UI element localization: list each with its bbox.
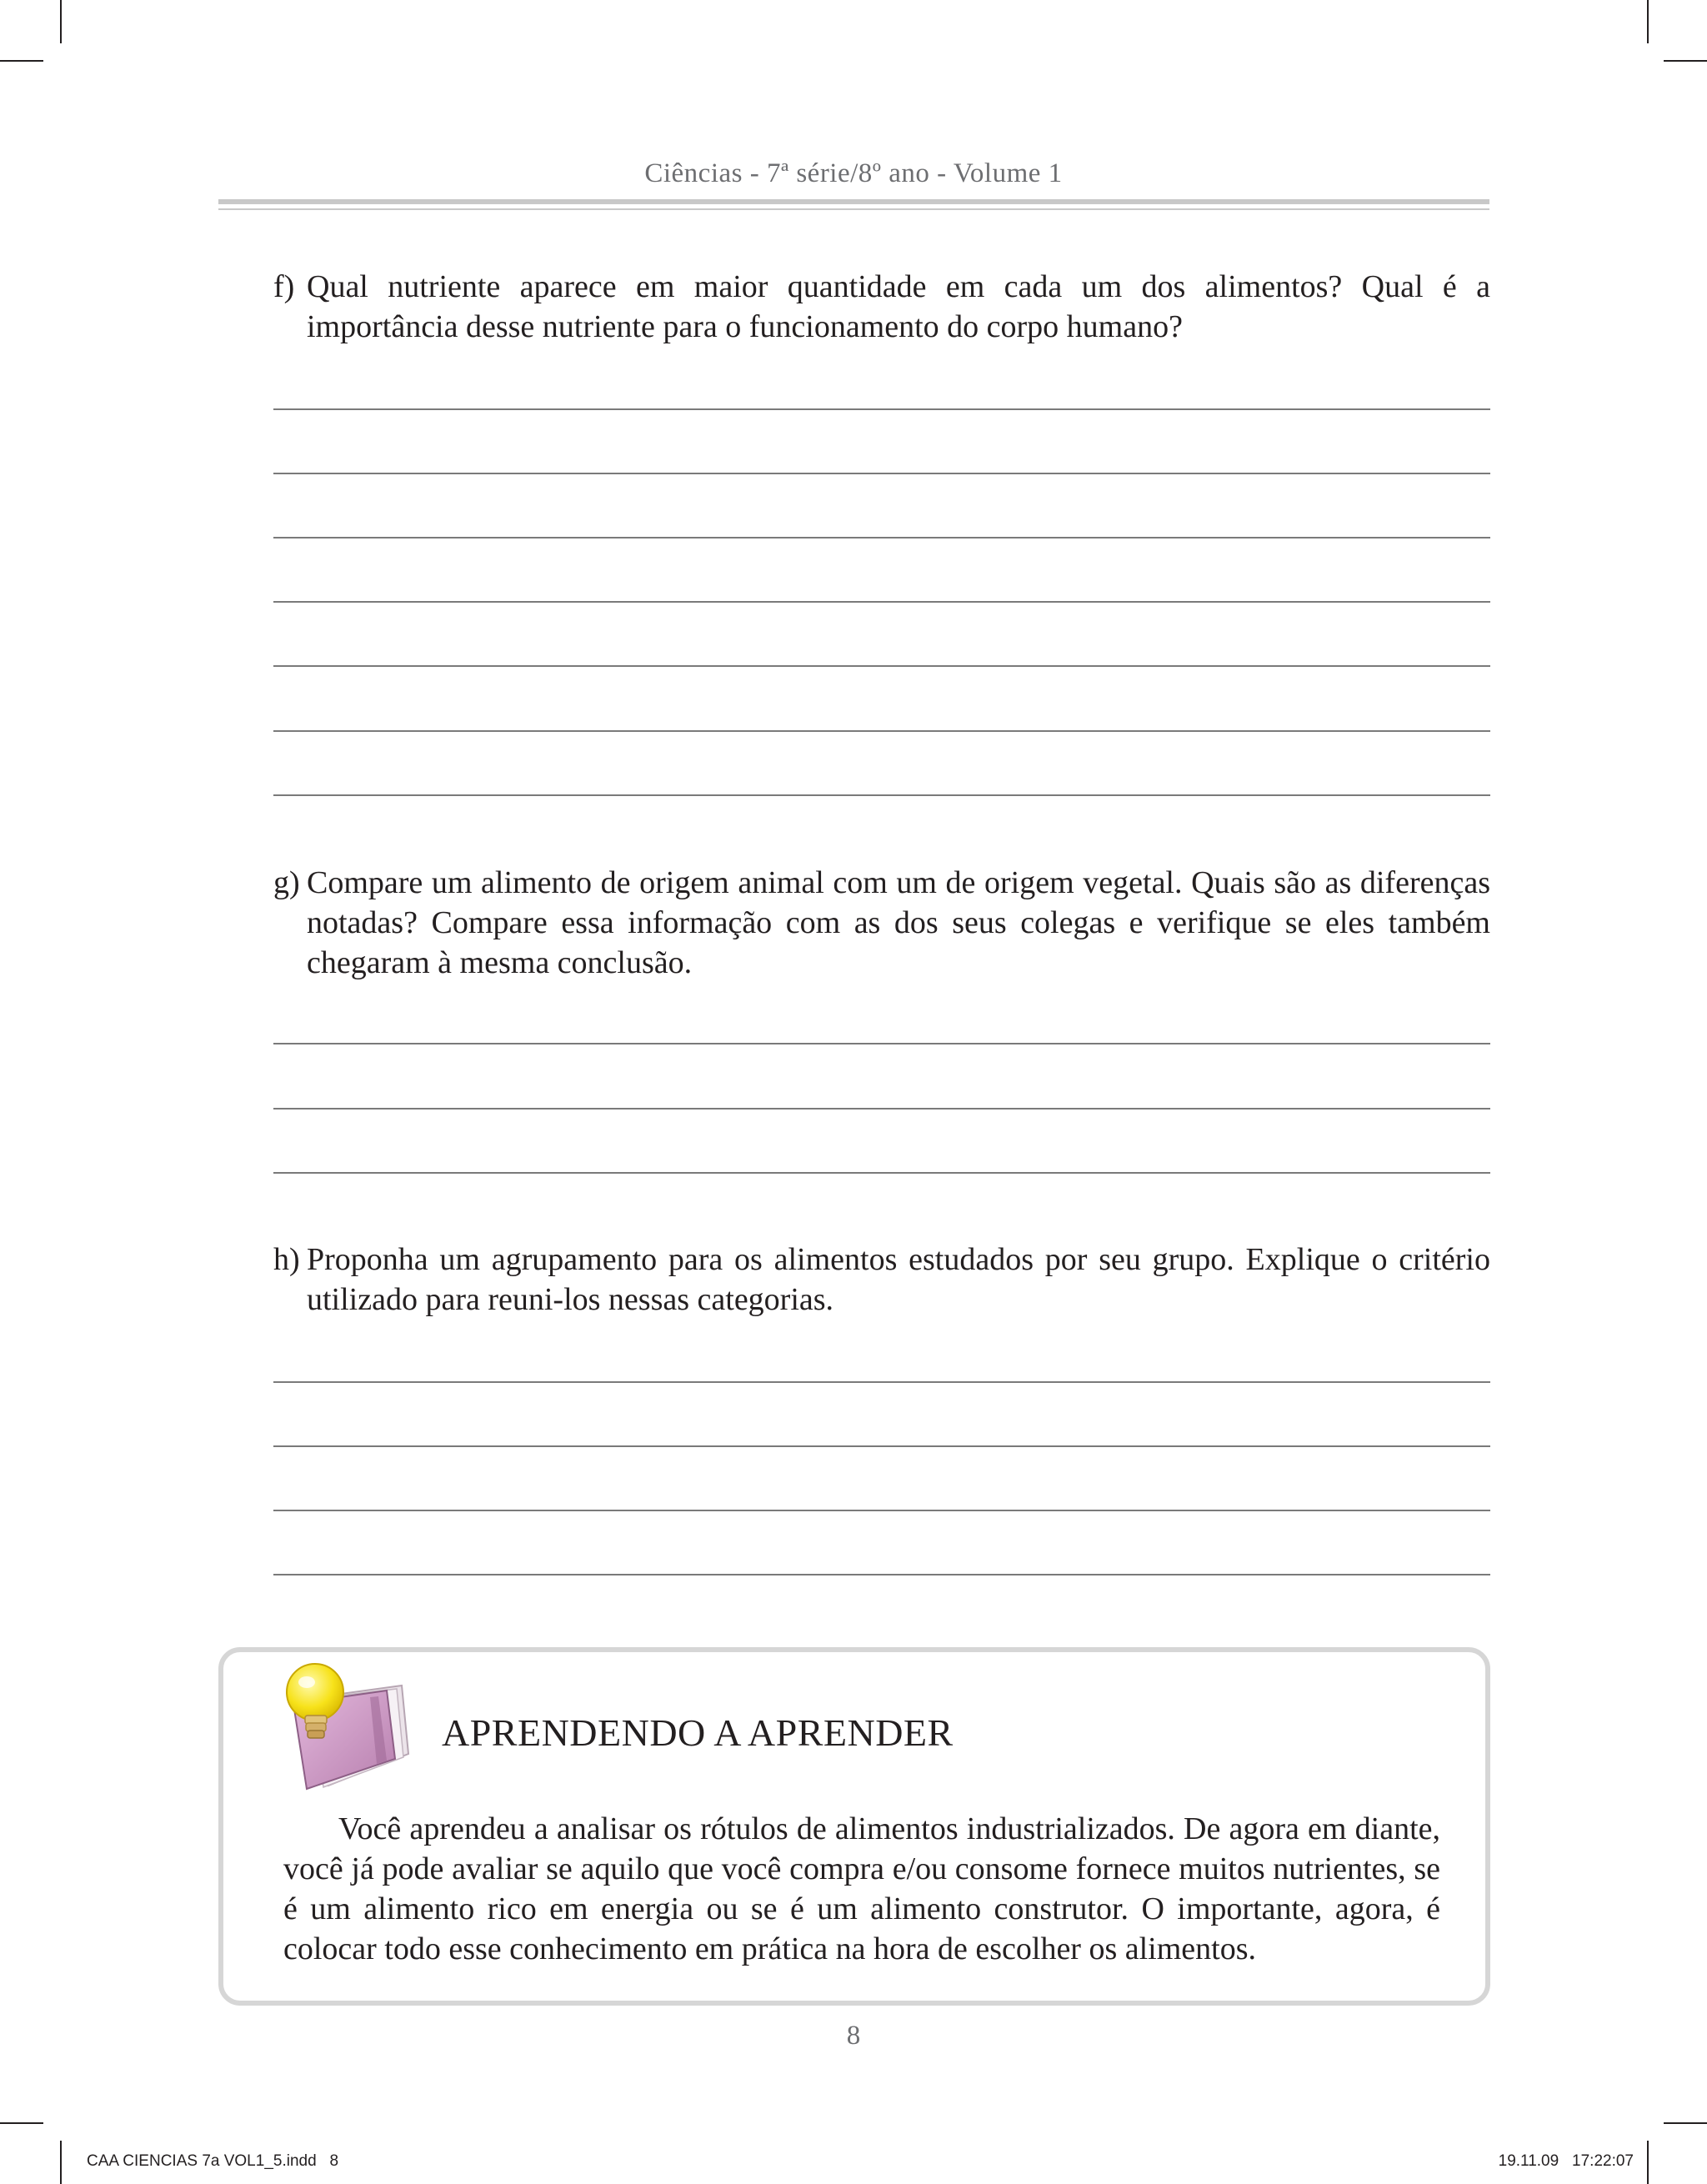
question-letter: f): [273, 269, 295, 304]
answer-line[interactable]: [273, 1445, 1490, 1447]
crop-mark: [60, 2141, 62, 2184]
answer-line[interactable]: [273, 730, 1490, 732]
answer-line[interactable]: [273, 1574, 1490, 1575]
page-number: 8: [846, 2021, 861, 2051]
header-rule: [218, 199, 1489, 210]
crop-mark: [1647, 2141, 1649, 2184]
answer-line[interactable]: [273, 1381, 1490, 1383]
answer-line[interactable]: [273, 1510, 1490, 1511]
tip-text: Você aprendeu a analisar os rótulos de alimentos industrializados. De agora em diante, você já pode avaliar se aquilo que você compra e/ou consome fornece muitos nutrientes, se é um alimento rico em energia ou se é um alimento construtor. O importante, agora, é colocar todo esse conhecimento em prática na hora de escolher os alimentos.: [283, 1811, 1440, 1966]
question-g: [273, 863, 1490, 983]
crop-mark: [0, 60, 43, 62]
crop-mark: [1664, 60, 1707, 62]
answer-line[interactable]: [273, 665, 1490, 667]
question-text: Proponha um agrupamento para os alimentos estudados por seu grupo. Explique o critério utilizado para reuni-los nessas categorias.: [307, 1242, 1490, 1317]
footer-file-name: CAA CIENCIAS 7a VOL1_5.indd 8: [87, 2152, 339, 2170]
answer-line[interactable]: [273, 537, 1490, 538]
question-h: [273, 1240, 1490, 1320]
question-letter: g): [273, 865, 300, 900]
answer-line[interactable]: [273, 408, 1490, 410]
crop-mark: [60, 0, 62, 43]
crop-mark: [1647, 0, 1649, 43]
tip-title: APRENDENDO A APRENDER: [442, 1711, 954, 1754]
answer-line[interactable]: [273, 1108, 1490, 1110]
question-text: Qual nutriente aparece em maior quantidade em cada um dos alimentos? Qual é a importância desse nutriente para o funcionamento do corpo humano?: [307, 269, 1490, 344]
answer-line[interactable]: [273, 1043, 1490, 1044]
crop-mark: [0, 2122, 43, 2124]
question-letter: h): [273, 1242, 300, 1277]
answer-line[interactable]: [273, 1172, 1490, 1174]
answer-line[interactable]: [273, 473, 1490, 474]
footer-timestamp: 19.11.09 17:22:07: [1498, 2152, 1634, 2170]
running-header: Ciências - 7ª série/8º ano - Volume 1: [644, 158, 1063, 188]
crop-mark: [1664, 2122, 1707, 2124]
lightbulb-book-icon: [277, 1661, 418, 1794]
answer-line[interactable]: [273, 601, 1490, 603]
answer-line[interactable]: [273, 794, 1490, 796]
question-f: [273, 267, 1490, 347]
question-text: Compare um alimento de origem animal com um de origem vegetal. Quais são as diferenças notadas? Compare essa informação com as dos seus colegas e verifique se eles também chegaram à mesma conclusão.: [307, 865, 1490, 980]
